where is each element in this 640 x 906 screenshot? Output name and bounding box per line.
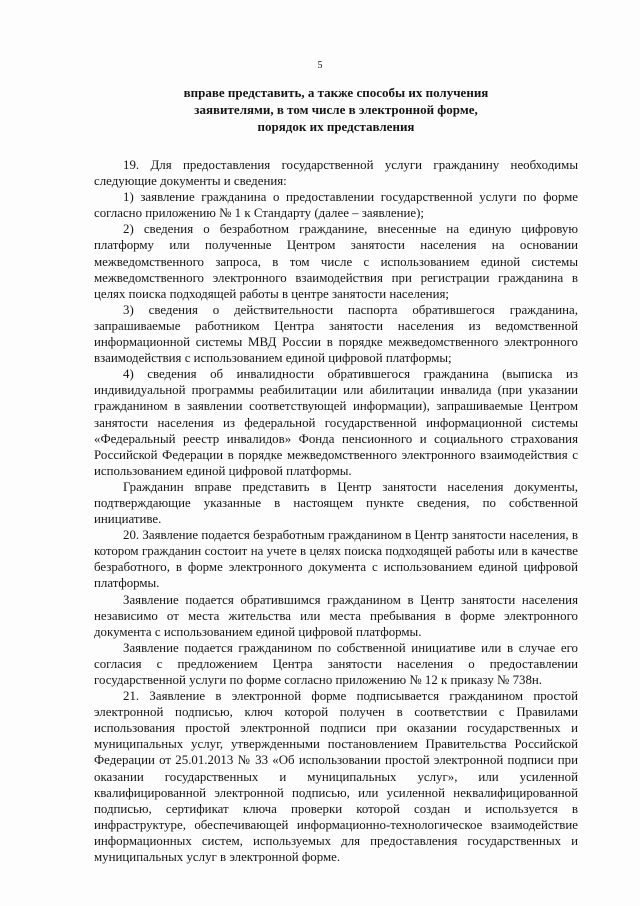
- section-heading: [94, 84, 578, 135]
- heading-line: заявителями, в том числе в электронной форме,: [194, 102, 478, 117]
- paragraph-19-intro: 19. Для предоставления государственной услуги гражданину необходимы следующие документы и сведения:: [94, 158, 578, 189]
- page-number: 5: [317, 60, 323, 71]
- list-item-4-disability-info: 4) сведения об инвалидности обратившегося гражданина (выписка из индивидуальной программы реабилитации или абилитации инвалида (при указании гражданином в заявлении соответствующей информации), запрашиваемые Центром занятости населения из федеральной государственной информационной системы «Федеральный реестр инвалидов» Фонда пенсионного и социального страхования Российской Федерации в порядке межведомственного электронного взаимодействия с использованием единой цифровой платформы.: [94, 367, 578, 478]
- paragraph-20-submission: 20. Заявление подается безработным гражданином в Центр занятости населения, в котором гражданин состоит на учете в целях поиска подходящей работы или в качестве безработного, в форме электронного документа с использованием единой цифровой платформы.: [94, 528, 578, 591]
- paragraph-submission-initiative: Заявление подается гражданином по собственной инициативе или в случае его согласия с предложением Центра занятости населения о предоставлении государственной услуги по форме согласно приложению № 12 к приказу № 738н.: [94, 640, 578, 687]
- paragraph-21-signature: 21. Заявление в электронной форме подписывается гражданином простой электронной подписью, ключ которой получен в соответствии с Правилами использования простой электронной подписи при оказании государственных и муниципальных услуг, утвержденными постановлением Правительства Российской Федерации от 25.01.2013 № 33 «Об использовании простой электронной подписи при оказании государственных и муниципальных услуг», или усиленной квалифицированной электронной подписью, или усиленной неквалифицированной подписью, сертификат ключа проверки которой создан и используется в инфраструктуре, обеспечивающей информационно-технологическое взаимодействие информационных систем, используемых для предоставления государственных и муниципальных услуг в электронной форме.: [94, 689, 578, 865]
- list-item-1-application: 1) заявление гражданина о предоставлении государственной услуги по форме согласно приложению № 1 к Стандарту (далее – заявление);: [94, 190, 578, 221]
- document-body: [94, 157, 578, 865]
- heading-line: вправе представить, а также способы их получения: [183, 85, 489, 100]
- list-item-3-passport-info: 3) сведения о действительности паспорта обратившегося гражданина, запрашиваемые работником Центра занятости населения из ведомственной информационной системы МВД России в порядке межведомственного электронного взаимодействия с использованием единой цифровой платформы;: [94, 302, 578, 366]
- heading-line: порядок их представления: [257, 119, 415, 134]
- list-item-2-unemployed-info: 2) сведения о безработном гражданине, внесенные на единую цифровую платформу или полученные Центром занятости населения на основании межведомственного запроса, в том числе с использованием единой системы межведомственного электронного взаимодействия при регистрации гражданина в целях поиска подходящей работы в центре занятости населения;: [94, 222, 578, 301]
- paragraph-own-initiative: Гражданин вправе представить в Центр занятости населения документы, подтверждающие указанные в настоящем пункте сведения, по собственной инициативе.: [94, 479, 578, 527]
- paragraph-submission-any-location: Заявление подается обратившимся гражданином в Центр занятости населения независимо от места жительства или места пребывания в форме электронного документа с использованием единой цифровой платформы.: [94, 592, 578, 639]
